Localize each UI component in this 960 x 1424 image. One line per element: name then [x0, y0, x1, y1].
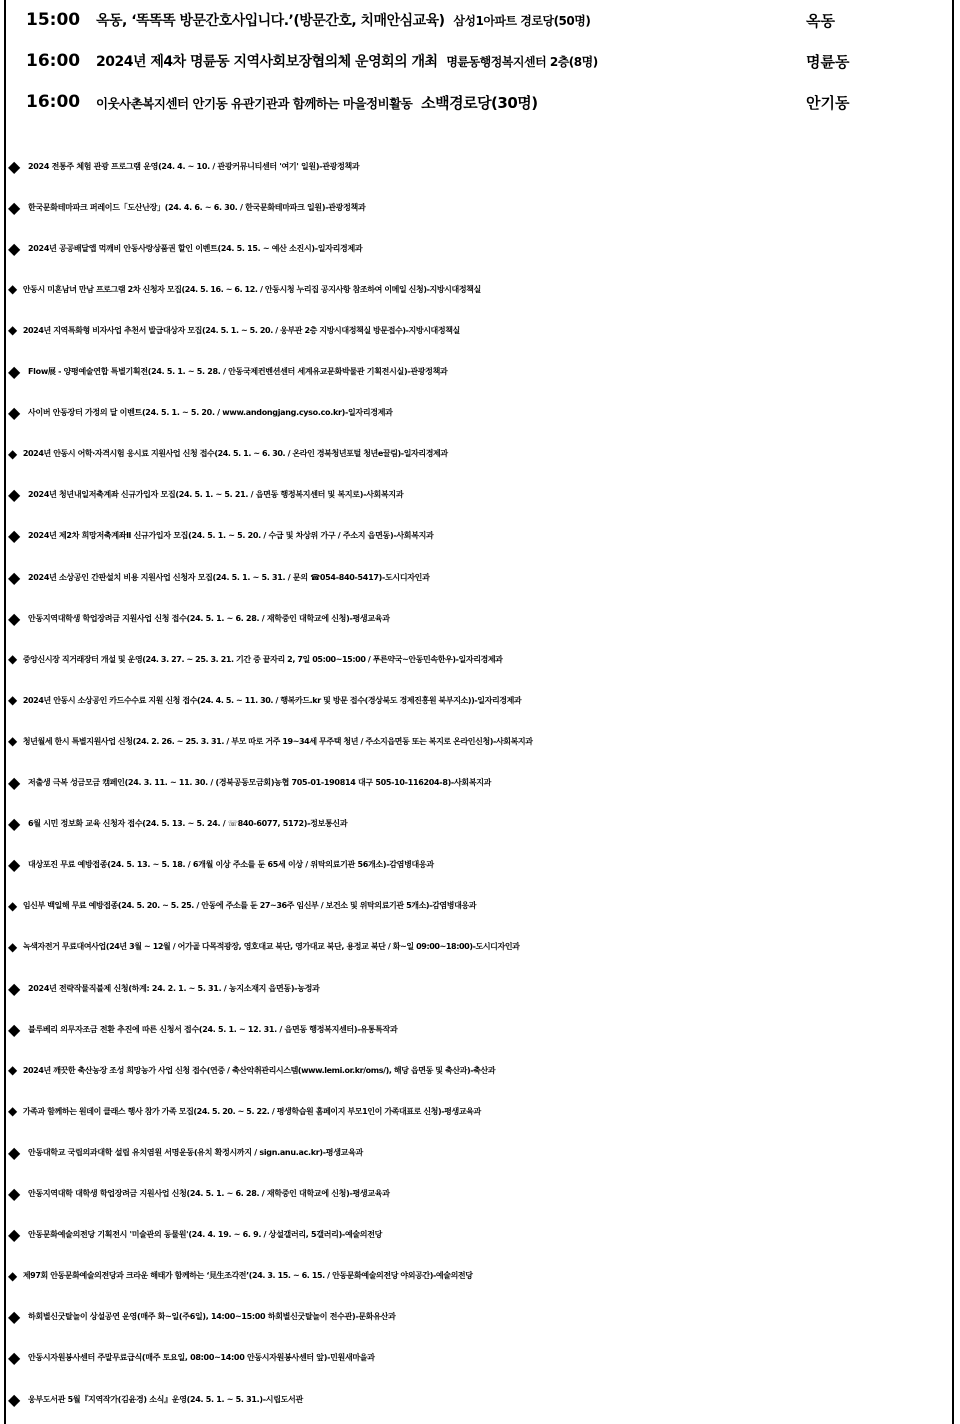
notice-item: [8, 393, 954, 433]
notice-text: 2024년 전략작물직불제 신청(하계: 24. 2. 1. ~ 5. 31. / 농지소재지 읍면동)-농정과: [28, 983, 320, 993]
diamond-bullet-icon: ◆: [8, 652, 17, 667]
notice-item: [8, 927, 954, 967]
notice-item: [8, 269, 954, 309]
notice-item: [8, 557, 954, 597]
diamond-bullet-icon: ◆: [8, 898, 17, 913]
notice-item: [8, 1256, 954, 1296]
schedule-time: 16:00: [26, 51, 81, 71]
notice-item: [8, 1009, 954, 1049]
diamond-bullet-icon: ◆: [8, 939, 17, 954]
notice-item: [8, 721, 954, 761]
notice-item: [8, 352, 954, 392]
notice-text: 블루베리 의무자조금 전환 추진에 따른 신청서 접수(24. 5. 1. ~ 12. 31. / 읍면동 행정복지센터)-유통특작과: [28, 1024, 398, 1034]
notice-item: [8, 228, 954, 268]
diamond-bullet-icon: ◆: [8, 1348, 21, 1368]
notice-item: [8, 310, 954, 350]
schedule-dong: 명륜동: [806, 52, 850, 71]
notice-text: 2024 전통주 체험 관광 프로그램 운영(24. 4. ~ 10. / 관광커뮤니티센터 '여기' 일원)-관광정책과: [28, 161, 360, 171]
notice-text: 2024년 안동시 소상공인 카드수수료 지원 신청 접수(24. 4. 5. ~ 11. 30. / 행복카드.kr 및 방문 접수(경상북도 경제진흥원 북부지소))-일자리경제과: [22, 695, 522, 705]
notice-item: [8, 146, 954, 186]
notice-text: 2024년 안동시 어학·자격시험 응시료 지원사업 신청 접수(24. 5. 1. ~ 6. 30. / 온라인 경북청년포털 청년e끌림)-일자리경제과: [22, 449, 448, 459]
schedule-row: [0, 82, 960, 122]
diamond-bullet-icon: ◆: [8, 485, 21, 505]
schedule-title: 2024년 제4차 명륜동 지역사회보장협의체 운영회의 개최: [96, 54, 438, 70]
notice-text: 2024년 깨끗한 축산농장 조성 희망농가 사업 신청 접수(연중 / 축산악취관리시스템(www.lemi.or.kr/oms/), 해당 읍면동 및 축산과)-축산과: [22, 1065, 496, 1075]
diamond-bullet-icon: ◆: [8, 734, 17, 749]
diamond-bullet-icon: ◆: [8, 773, 21, 792]
diamond-bullet-icon: ◆: [8, 238, 21, 258]
notice-text: 사이버 안동장터 가정의 달 이벤트(24. 5. 1. ~ 5. 20. / www.andongjang.cyso.co.kr)-일자리경제과: [28, 408, 393, 418]
notice-item: [8, 187, 954, 227]
schedule-row: [0, 41, 960, 81]
diamond-bullet-icon: ◆: [8, 282, 17, 297]
notice-item: [8, 1132, 954, 1172]
notice-text: 저출생 극복 성금모금 캠페인(24. 3. 11. ~ 11. 30. / (경북공동모금회)농협 705-01-190814 대구 505-10-116204-8)-사회복지과: [28, 778, 492, 787]
notice-text: 안동시자원봉사센터 주말무료급식(매주 토요일, 08:00~14:00 안동시자원봉사센터 앞)-민원새마을과: [28, 1353, 375, 1363]
schedule-dong: 안기동: [806, 93, 850, 112]
notice-text: 2024년 청년내일저축계좌 신규가입자 모집(24. 5. 1. ~ 5. 21. / 읍면동 행정복지센터 및 복지로)-사회복지과: [28, 490, 404, 500]
notice-item: [8, 475, 954, 515]
schedule-place: 삼성1아파트 경로당(50명): [453, 14, 591, 28]
notice-text: 중앙신시장 직거래장터 개설 및 운영(24. 3. 27. ~ 25. 3. 21. 기간 중 끝자리 2, 7일 05:00~15:00 / 푸른약국~안동민속한우)-일자리경제과: [22, 654, 503, 664]
schedule-time: 16:00: [26, 92, 81, 112]
notice-item: [8, 804, 954, 844]
schedule-time: 15:00: [26, 10, 81, 30]
diamond-bullet-icon: ◆: [8, 323, 17, 338]
notice-item: [8, 845, 954, 885]
notice-text: 안동문화예술의전당 기획전시 '미술관의 동물원'(24. 4. 19. ~ 6. 9. / 상설갤러리, 5갤러리)-예술의전당: [28, 1230, 383, 1240]
diamond-bullet-icon: ◆: [8, 1389, 21, 1409]
notice-item: [8, 1050, 954, 1090]
diamond-bullet-icon: ◆: [8, 446, 17, 461]
diamond-bullet-icon: ◆: [8, 197, 21, 217]
diamond-bullet-icon: ◆: [8, 1268, 17, 1283]
notice-item: [8, 1215, 954, 1255]
notice-item: [8, 598, 954, 638]
diamond-bullet-icon: ◆: [8, 1104, 17, 1119]
notice-item: [8, 639, 954, 679]
notice-item: [8, 1091, 954, 1131]
schedule-place: 명륜동행정복지센터 2층(8명): [446, 55, 598, 69]
notice-text: 하회별신굿탈놀이 상설공연 운영(매주 화~일(주6일), 14:00~15:00 하회별신굿탈놀이 전수관)-문화유산과: [28, 1312, 396, 1322]
notice-item: [8, 680, 954, 720]
schedule-title: 옥동, ‘똑똑똑 방문간호사입니다.’(방문간호, 치매안심교육): [96, 13, 445, 29]
notice-item: [8, 1297, 954, 1337]
notice-text: 안동시 미혼남녀 만남 프로그램 2차 신청자 모집(24. 5. 16. ~ 6. 12. / 안동시청 누리집 공지사항 참조하여 이메일 신청)-지방시대정책실: [22, 284, 481, 294]
notice-text: 임신부 백일해 무료 예방접종(24. 5. 20. ~ 5. 25. / 안동에 주소를 둔 27~36주 임신부 / 보건소 및 위탁의료기관 5개소)-감염병대응과: [22, 901, 477, 911]
notice-text: 2024년 지역특화형 비자사업 추천서 발급대상자 모집(24. 5. 1. ~ 5. 20. / 웅부관 2층 지방시대정책실 방문접수)-지방시대정책실: [22, 325, 460, 335]
diamond-bullet-icon: ◆: [8, 1142, 21, 1162]
notice-item: [8, 763, 954, 803]
schedule-content: [96, 51, 598, 71]
schedule-dong: 옥동: [806, 11, 835, 30]
notice-text: Flow展 - 양평예술연합 특별기획전(24. 5. 1. ~ 5. 28. / 안동국제컨벤션센터 세계유교문화박물관 기획전시실)-관광정책과: [28, 367, 448, 376]
notice-text: 안동지역대학생 학업장려금 지원사업 신청 접수(24. 5. 1. ~ 6. 28. / 재학중인 대학교에 신청)-평생교육과: [28, 613, 390, 623]
notice-text: 웅부도서관 5월『지역작가(김윤경) 소식』운영(24. 5. 1. ~ 5. 31.)-시립도서관: [28, 1394, 303, 1404]
diamond-bullet-icon: ◆: [8, 814, 21, 834]
diamond-bullet-icon: ◆: [8, 608, 21, 628]
notice-text: 안동대학교 국립의과대학 설립 유치염원 서명운동(유치 확정시까지 / sign.anu.ac.kr)-평생교육과: [28, 1147, 363, 1157]
notice-text: 2024년 공공배달앱 먹깨비 안동사랑상품권 할인 이벤트(24. 5. 15. ~ 예산 소진시)-일자리경제과: [28, 243, 363, 253]
notice-item: [8, 1174, 954, 1214]
notice-text: 가족과 함께하는 원데이 클래스 행사 참가 가족 모집(24. 5. 20. ~ 5. 22. / 평생학습원 홈페이지 부모1인이 가족대표로 신청)-평생교육과: [22, 1106, 481, 1116]
notice-text: 6월 시민 정보화 교육 신청자 접수(24. 5. 13. ~ 5. 24. / ☏840-6077, 5172)-정보통신과: [28, 819, 348, 829]
notice-text: 제97회 안동문화예술의전당과 크라운 해태가 함께하는 ‘見生조각전’(24. 3. 15. ~ 6. 15. / 안동문화예술의전당 야외공간)-예술의전당: [22, 1271, 473, 1281]
schedule-place: 소백경로당(30명): [421, 93, 538, 112]
notice-item: [8, 434, 954, 474]
diamond-bullet-icon: ◆: [8, 1225, 21, 1245]
notice-item: [8, 516, 954, 556]
notice-text: 2024년 제2차 희망저축계좌Ⅱ 신규가입자 모집(24. 5. 1. ~ 5. 20. / 수급 및 차상위 가구 / 주소지 읍면동)-사회복지과: [28, 531, 434, 541]
diamond-bullet-icon: ◆: [8, 1184, 21, 1203]
notice-text: 청년월세 한시 특별지원사업 신청(24. 2. 26. ~ 25. 3. 31. / 부모 따로 거주 19~34세 무주택 청년 / 주소지읍면동 또는 복지로 온라인신청)-사회복지과: [22, 736, 533, 746]
diamond-bullet-icon: ◆: [8, 362, 21, 381]
diamond-bullet-icon: ◆: [8, 1063, 17, 1078]
diamond-bullet-icon: ◆: [8, 978, 21, 998]
notice-item: [8, 968, 954, 1008]
notice-text: 2024년 소상공인 간판설치 비용 지원사업 신청자 모집(24. 5. 1. ~ 5. 31. / 문의 ☎054-840-5417)-도시디자인과: [28, 572, 430, 582]
notice-text: 녹색자전거 무료대여사업(24년 3월 ~ 12월 / 어가골 다목적광장, 영호대교 북단, 영가대교 북단, 용정교 북단 / 화~일 09:00~18:00)-도시디자인과: [22, 942, 520, 952]
notice-item: [8, 1338, 954, 1378]
notice-text: 안동지역대학 대학생 학업장려금 지원사업 신청(24. 5. 1. ~ 6. 28. / 재학중인 대학교에 신청)-평생교육과: [28, 1189, 390, 1198]
diamond-bullet-icon: ◆: [8, 526, 21, 546]
diamond-bullet-icon: ◆: [8, 403, 21, 423]
diamond-bullet-icon: ◆: [8, 156, 21, 176]
diamond-bullet-icon: ◆: [8, 855, 21, 875]
notice-item: [8, 1379, 954, 1419]
notice-text: 대상포진 무료 예방접종(24. 5. 13. ~ 5. 18. / 6개월 이상 주소를 둔 65세 이상 / 위탁의료기관 56개소)-감염병대응과: [28, 860, 434, 870]
schedule-row: [0, 0, 960, 40]
diamond-bullet-icon: ◆: [8, 567, 21, 587]
schedule-title: 이웃사촌복지센터 안기동 유관기관과 함께하는 마을정비활동: [96, 95, 413, 111]
notice-text: 한국문화테마파크 퍼레이드「도산난장」(24. 4. 6. ~ 6. 30. / 한국문화테마파크 일원)-관광정책과: [28, 202, 366, 212]
schedule-content: [96, 10, 590, 30]
diamond-bullet-icon: ◆: [8, 1019, 21, 1039]
diamond-bullet-icon: ◆: [8, 1307, 21, 1327]
schedule-content: [96, 92, 538, 113]
diamond-bullet-icon: ◆: [8, 693, 17, 708]
notice-item: [8, 886, 954, 926]
